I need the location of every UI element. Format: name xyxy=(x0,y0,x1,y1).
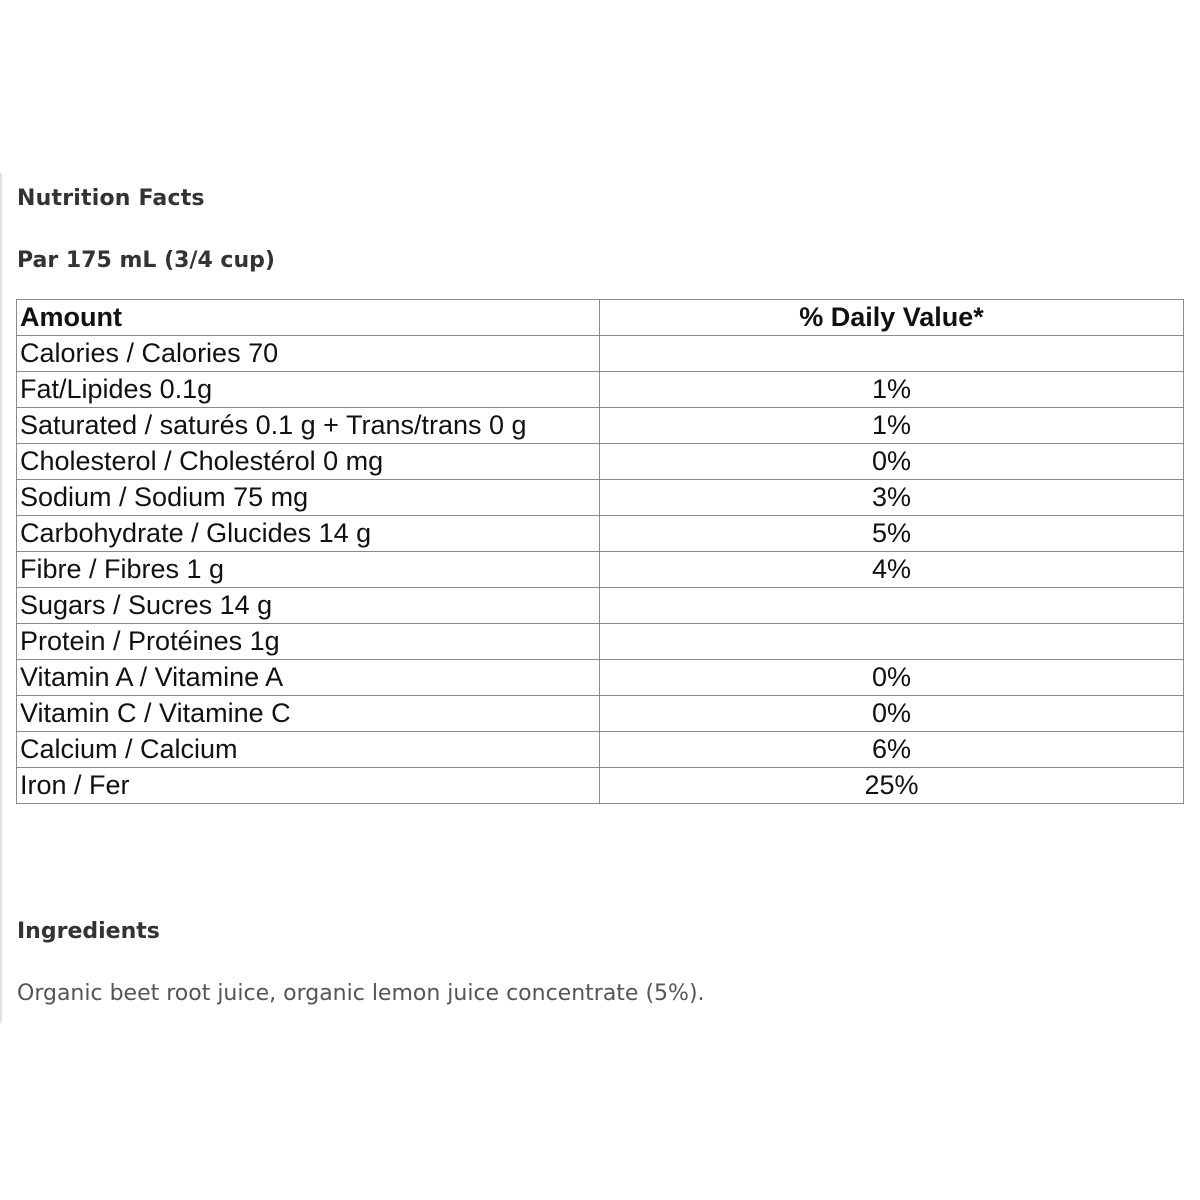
table-row xyxy=(17,408,1184,444)
daily-value-header: % Daily Value* xyxy=(600,300,1184,336)
nutrient-cell: Carbohydrate / Glucides 14 g xyxy=(17,516,600,552)
nutrient-cell: Calories / Calories 70 xyxy=(17,336,600,372)
daily-value-cell: 25% xyxy=(600,768,1184,804)
table-row xyxy=(17,768,1184,804)
table-row xyxy=(17,624,1184,660)
table-row xyxy=(17,588,1184,624)
daily-value-cell: 0% xyxy=(600,696,1184,732)
daily-value-cell: 1% xyxy=(600,372,1184,408)
nutrient-cell: Calcium / Calcium xyxy=(17,732,600,768)
daily-value-cell: 1% xyxy=(600,408,1184,444)
nutrient-cell: Cholesterol / Cholestérol 0 mg xyxy=(17,444,600,480)
table-row xyxy=(17,552,1184,588)
table-row xyxy=(17,372,1184,408)
left-border xyxy=(0,173,2,1023)
nutrient-cell: Vitamin C / Vitamine C xyxy=(17,696,600,732)
nutrient-cell: Saturated / saturés 0.1 g + Trans/trans 0 g xyxy=(17,408,600,444)
nutrient-cell: Fibre / Fibres 1 g xyxy=(17,552,600,588)
amount-header: Amount xyxy=(17,300,600,336)
daily-value-cell xyxy=(600,624,1184,660)
table-row xyxy=(17,696,1184,732)
serving-size: Par 175 mL (3/4 cup) xyxy=(17,248,275,273)
daily-value-cell: 0% xyxy=(600,660,1184,696)
daily-value-cell xyxy=(600,588,1184,624)
table-row xyxy=(17,444,1184,480)
nutrient-cell: Sugars / Sucres 14 g xyxy=(17,588,600,624)
table-row xyxy=(17,660,1184,696)
nutrient-cell: Vitamin A / Vitamine A xyxy=(17,660,600,696)
table-row xyxy=(17,516,1184,552)
nutrient-cell: Sodium / Sodium 75 mg xyxy=(17,480,600,516)
daily-value-cell: 3% xyxy=(600,480,1184,516)
daily-value-cell: 0% xyxy=(600,444,1184,480)
ingredients-text: Organic beet root juice, organic lemon juice concentrate (5%). xyxy=(17,981,705,1006)
nutrition-facts-title: Nutrition Facts xyxy=(17,186,205,211)
ingredients-title: Ingredients xyxy=(17,919,160,944)
table-row xyxy=(17,732,1184,768)
daily-value-cell: 4% xyxy=(600,552,1184,588)
nutrient-cell: Protein / Protéines 1g xyxy=(17,624,600,660)
table-row xyxy=(17,336,1184,372)
table-row xyxy=(17,480,1184,516)
nutrient-cell: Iron / Fer xyxy=(17,768,600,804)
daily-value-cell: 5% xyxy=(600,516,1184,552)
nutrient-cell: Fat/Lipides 0.1g xyxy=(17,372,600,408)
daily-value-cell xyxy=(600,336,1184,372)
nutrition-table xyxy=(16,299,1184,804)
table-header-row xyxy=(17,300,1184,336)
daily-value-cell: 6% xyxy=(600,732,1184,768)
